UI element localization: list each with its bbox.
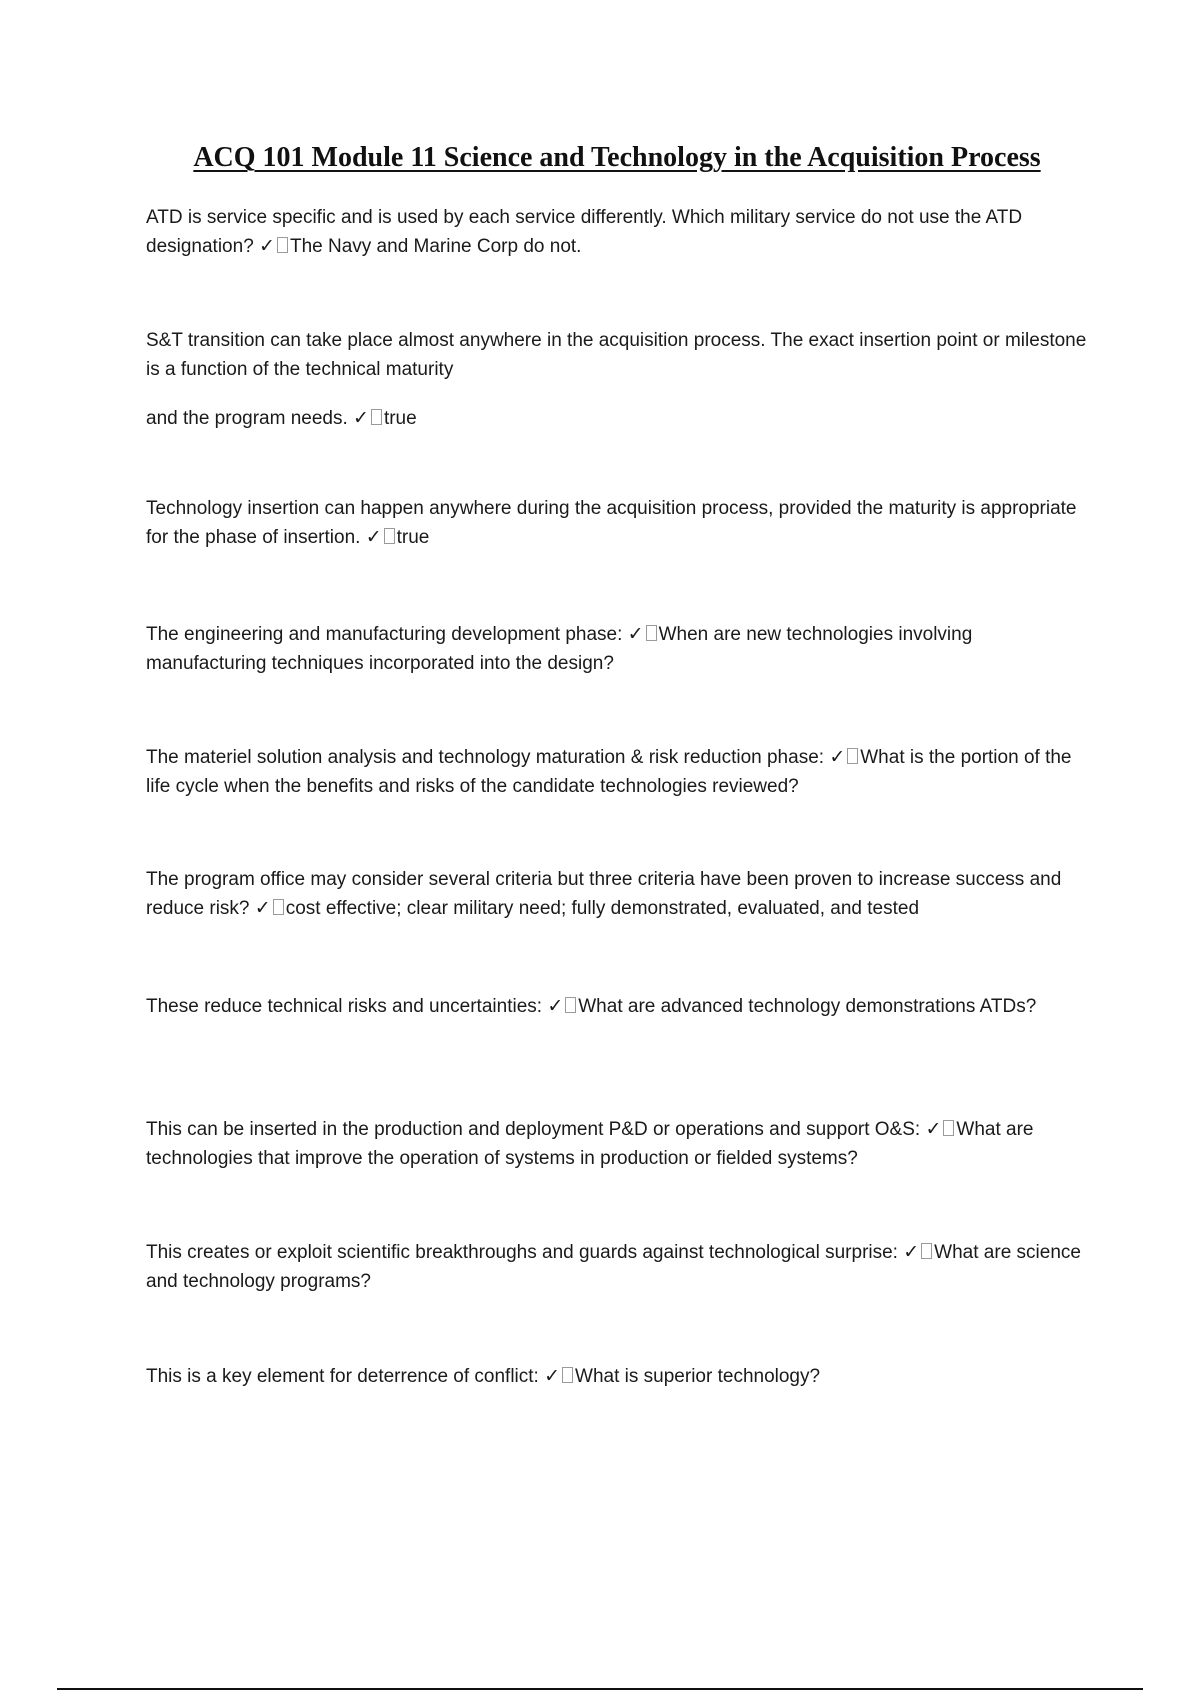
question-text: This creates or exploit scientific breakthroughs and guards against technological surprise: [146,1242,898,1263]
answer-text: cost effective; clear military need; fully demonstrated, evaluated, and tested [285,898,920,919]
box-icon [384,528,395,544]
qa-item-7 [146,992,1096,1021]
qa-item-6 [146,865,1096,923]
answer-text: What are science and technology programs? [146,1242,1081,1292]
qa-item-10 [146,1362,1096,1391]
question-text-continued: and the program needs. [146,408,348,429]
page-title: ACQ 101 Module 11 Science and Technology in the Acquisition Process [193,142,1041,173]
question-text: These reduce technical risks and uncertainties: [146,996,543,1017]
check-icon: ✓ [627,624,644,645]
question-text: S&T transition can take place almost anywhere in the acquisition process. The exact insertion point or milestone is a function of the technical maturity [146,330,1087,380]
question-text: ATD is service specific and is used by each service differently. Which military service do not use the ATD designation? [146,207,1023,257]
check-icon: ✓ [254,898,271,919]
check-icon: ✓ [829,747,846,768]
qa-item-9 [146,1238,1096,1296]
answer-text: What is the portion of the life cycle when the benefits and risks of the candidate technologies reviewed? [146,747,1072,797]
check-icon: ✓ [925,1119,942,1140]
answer-text: What are technologies that improve the operation of systems in production or fielded systems? [146,1119,1034,1169]
box-icon [646,625,657,641]
check-icon: ✓ [544,1366,561,1387]
answer-text: What is superior technology? [575,1366,821,1387]
box-icon [277,237,288,253]
qa-item-2-continued [146,404,1096,433]
qa-item-5 [146,743,1096,801]
check-icon: ✓ [365,527,382,548]
qa-item-1 [146,203,1096,261]
qa-item-2 [146,326,1096,384]
answer-text: true [396,527,430,548]
question-text: This is a key element for deterrence of conflict: [146,1366,539,1387]
box-icon [371,409,382,425]
box-icon [562,1367,573,1383]
check-icon: ✓ [259,236,275,257]
question-text: This can be inserted in the production and deployment P&D or operations and support O&S: [146,1119,921,1140]
answer-text: The Navy and Marine Corp do not. [289,236,582,257]
answer-text: What are advanced technology demonstrations ATDs? [578,996,1037,1017]
qa-item-8 [146,1115,1096,1173]
question-text: The program office may consider several criteria but three criteria have been proven to increase success and reduce risk? [146,869,1062,919]
answer-text: true [383,408,417,429]
check-icon: ✓ [353,408,369,429]
box-icon [273,899,284,915]
box-icon [847,748,858,764]
box-icon [921,1243,932,1259]
qa-item-3 [146,494,1096,552]
check-icon: ✓ [547,996,564,1017]
box-icon [943,1120,954,1136]
check-icon: ✓ [903,1242,920,1263]
question-text: Technology insertion can happen anywhere during the acquisition process, provided the maturity is appropriate for the phase of insertion. [146,498,1077,548]
box-icon [565,997,576,1013]
qa-item-4 [146,620,1096,678]
question-text: The engineering and manufacturing development phase: [146,624,623,645]
answer-text: When are new technologies involving manufacturing techniques incorporated into the design? [146,624,973,674]
footer-rule [57,1688,1143,1690]
question-text: The materiel solution analysis and technology maturation & risk reduction phase: [146,747,825,768]
